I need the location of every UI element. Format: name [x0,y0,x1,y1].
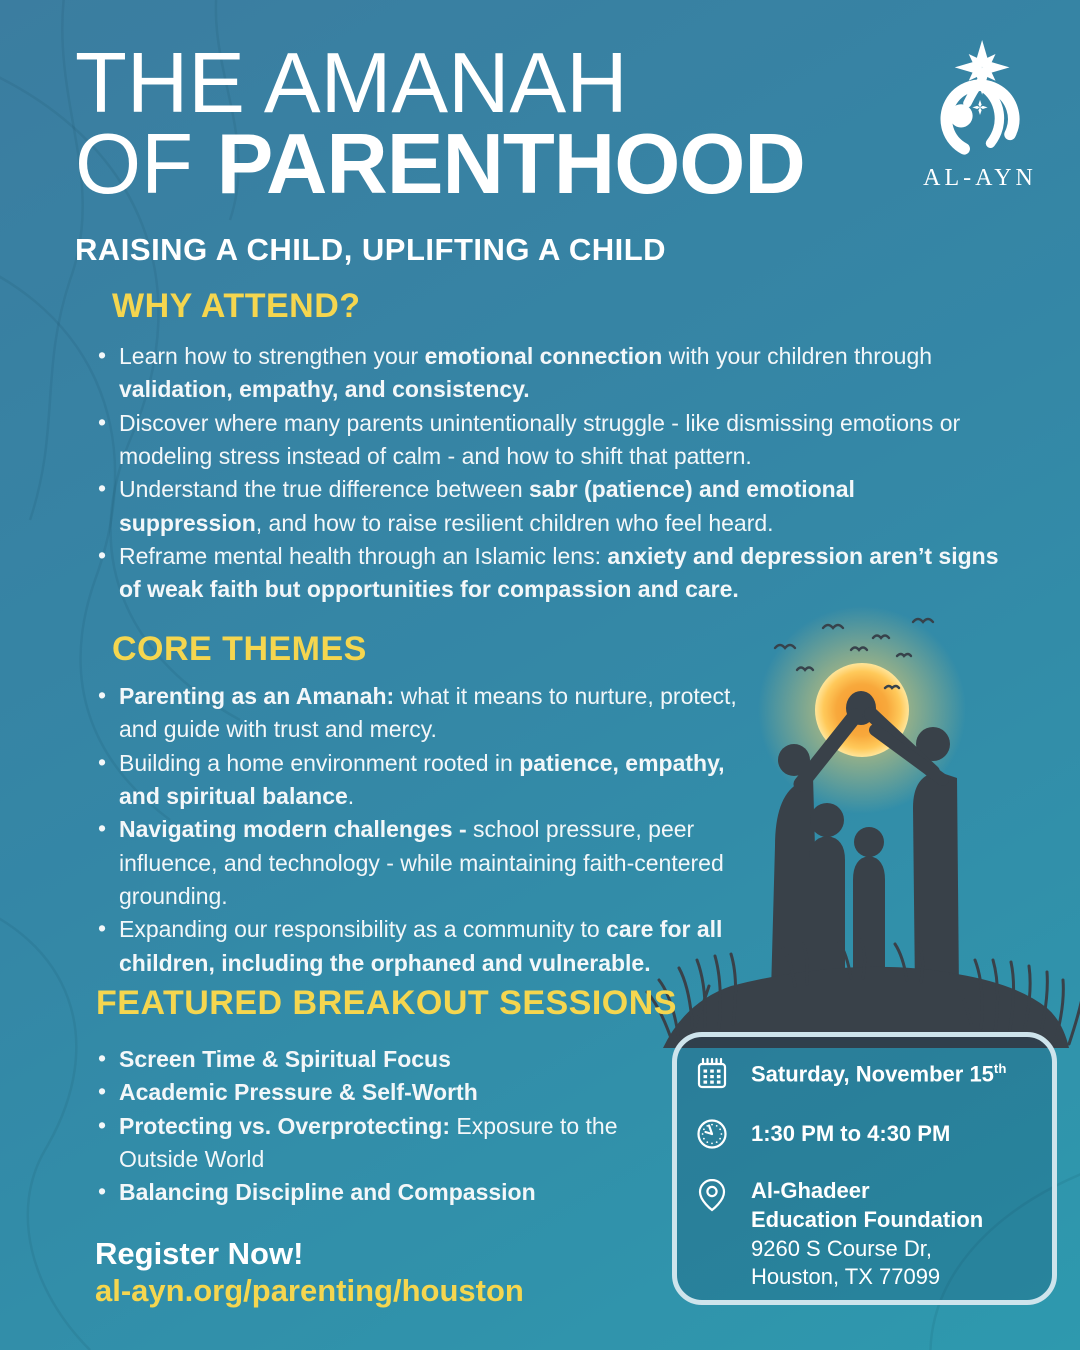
date-ordinal-suffix: th [993,1061,1007,1076]
time-row [693,1115,1038,1153]
list-item: • Navigating modern challenges - school pressure, peer influence, and technology - while maintaining faith-centered grounding. [92,813,754,913]
location-line: Houston, TX 77099 [751,1264,941,1290]
location-pin-icon [693,1175,731,1213]
event-details-card [672,1032,1057,1305]
location-line: 9260 S Course Dr, [751,1235,932,1261]
title-line-1: THE AMANAH [75,36,628,131]
logo-wordmark: AL-AYN [923,165,1037,191]
date-row [693,1055,1038,1093]
list-item: • Balancing Discipline and Compassion [92,1176,652,1209]
location-row [693,1175,1038,1292]
list-item: • Protecting vs. Overprotecting: Exposure to the Outside World [92,1110,652,1177]
clock-icon [693,1115,731,1153]
list-item: • Screen Time & Spiritual Focus [92,1043,652,1076]
event-location [751,1175,983,1292]
list-item: • Academic Pressure & Self-Worth [92,1076,652,1109]
event-time: 1:30 PM to 4:30 PM [751,1121,951,1146]
title-parenthood: PARENTHOOD [216,116,805,212]
title-of: OF [75,116,217,212]
breakout-sessions-heading: FEATURED BREAKOUT SESSIONS [96,984,677,1022]
core-themes-heading: CORE THEMES [112,630,367,668]
list-item: • Discover where many parents unintentionally struggle - like dismissing emotions or modeling stress instead of calm - and how to shift that pattern. [92,407,1002,474]
registration-url: al-ayn.org/parenting/houston [95,1273,524,1309]
calendar-icon [693,1055,731,1093]
al-ayn-logo [916,40,1044,192]
title-line-2 [75,116,805,212]
location-line: Al-Ghadeer [751,1178,870,1203]
page-title [75,36,805,268]
core-themes-list [92,680,754,980]
why-attend-list [92,340,1002,607]
register-now-label: Register Now! [95,1236,304,1271]
list-item: • Parenting as an Amanah: what it means to nurture, protect, and guide with trust and mercy. [92,680,754,747]
al-ayn-logo-icon [916,40,1044,158]
list-item: • Building a home environment rooted in patience, empathy, and spiritual balance. [92,747,754,814]
date-text: Saturday, November 15 [751,1061,994,1087]
list-item: • Reframe mental health through an Islamic lens: anxiety and depression aren’t signs of weak faith but opportunities for compassion and care. [92,540,1002,607]
tagline: RAISING A CHILD, UPLIFTING A CHILD [75,231,667,267]
why-attend-heading: WHY ATTEND? [112,287,361,325]
location-line: Education Foundation [751,1206,984,1232]
register-block [95,1235,524,1309]
breakout-sessions-list [92,1043,652,1210]
list-item: • Expanding our responsibility as a community to care for all children, including the orphaned and vulnerable. [92,913,754,980]
event-date [751,1055,1006,1087]
list-item: • Learn how to strengthen your emotional connection with your children through validation, empathy, and consistency. [92,340,1002,407]
list-item: • Understand the true difference between sabr (patience) and emotional suppression, and how to raise resilient children who feel heard. [92,473,1002,540]
